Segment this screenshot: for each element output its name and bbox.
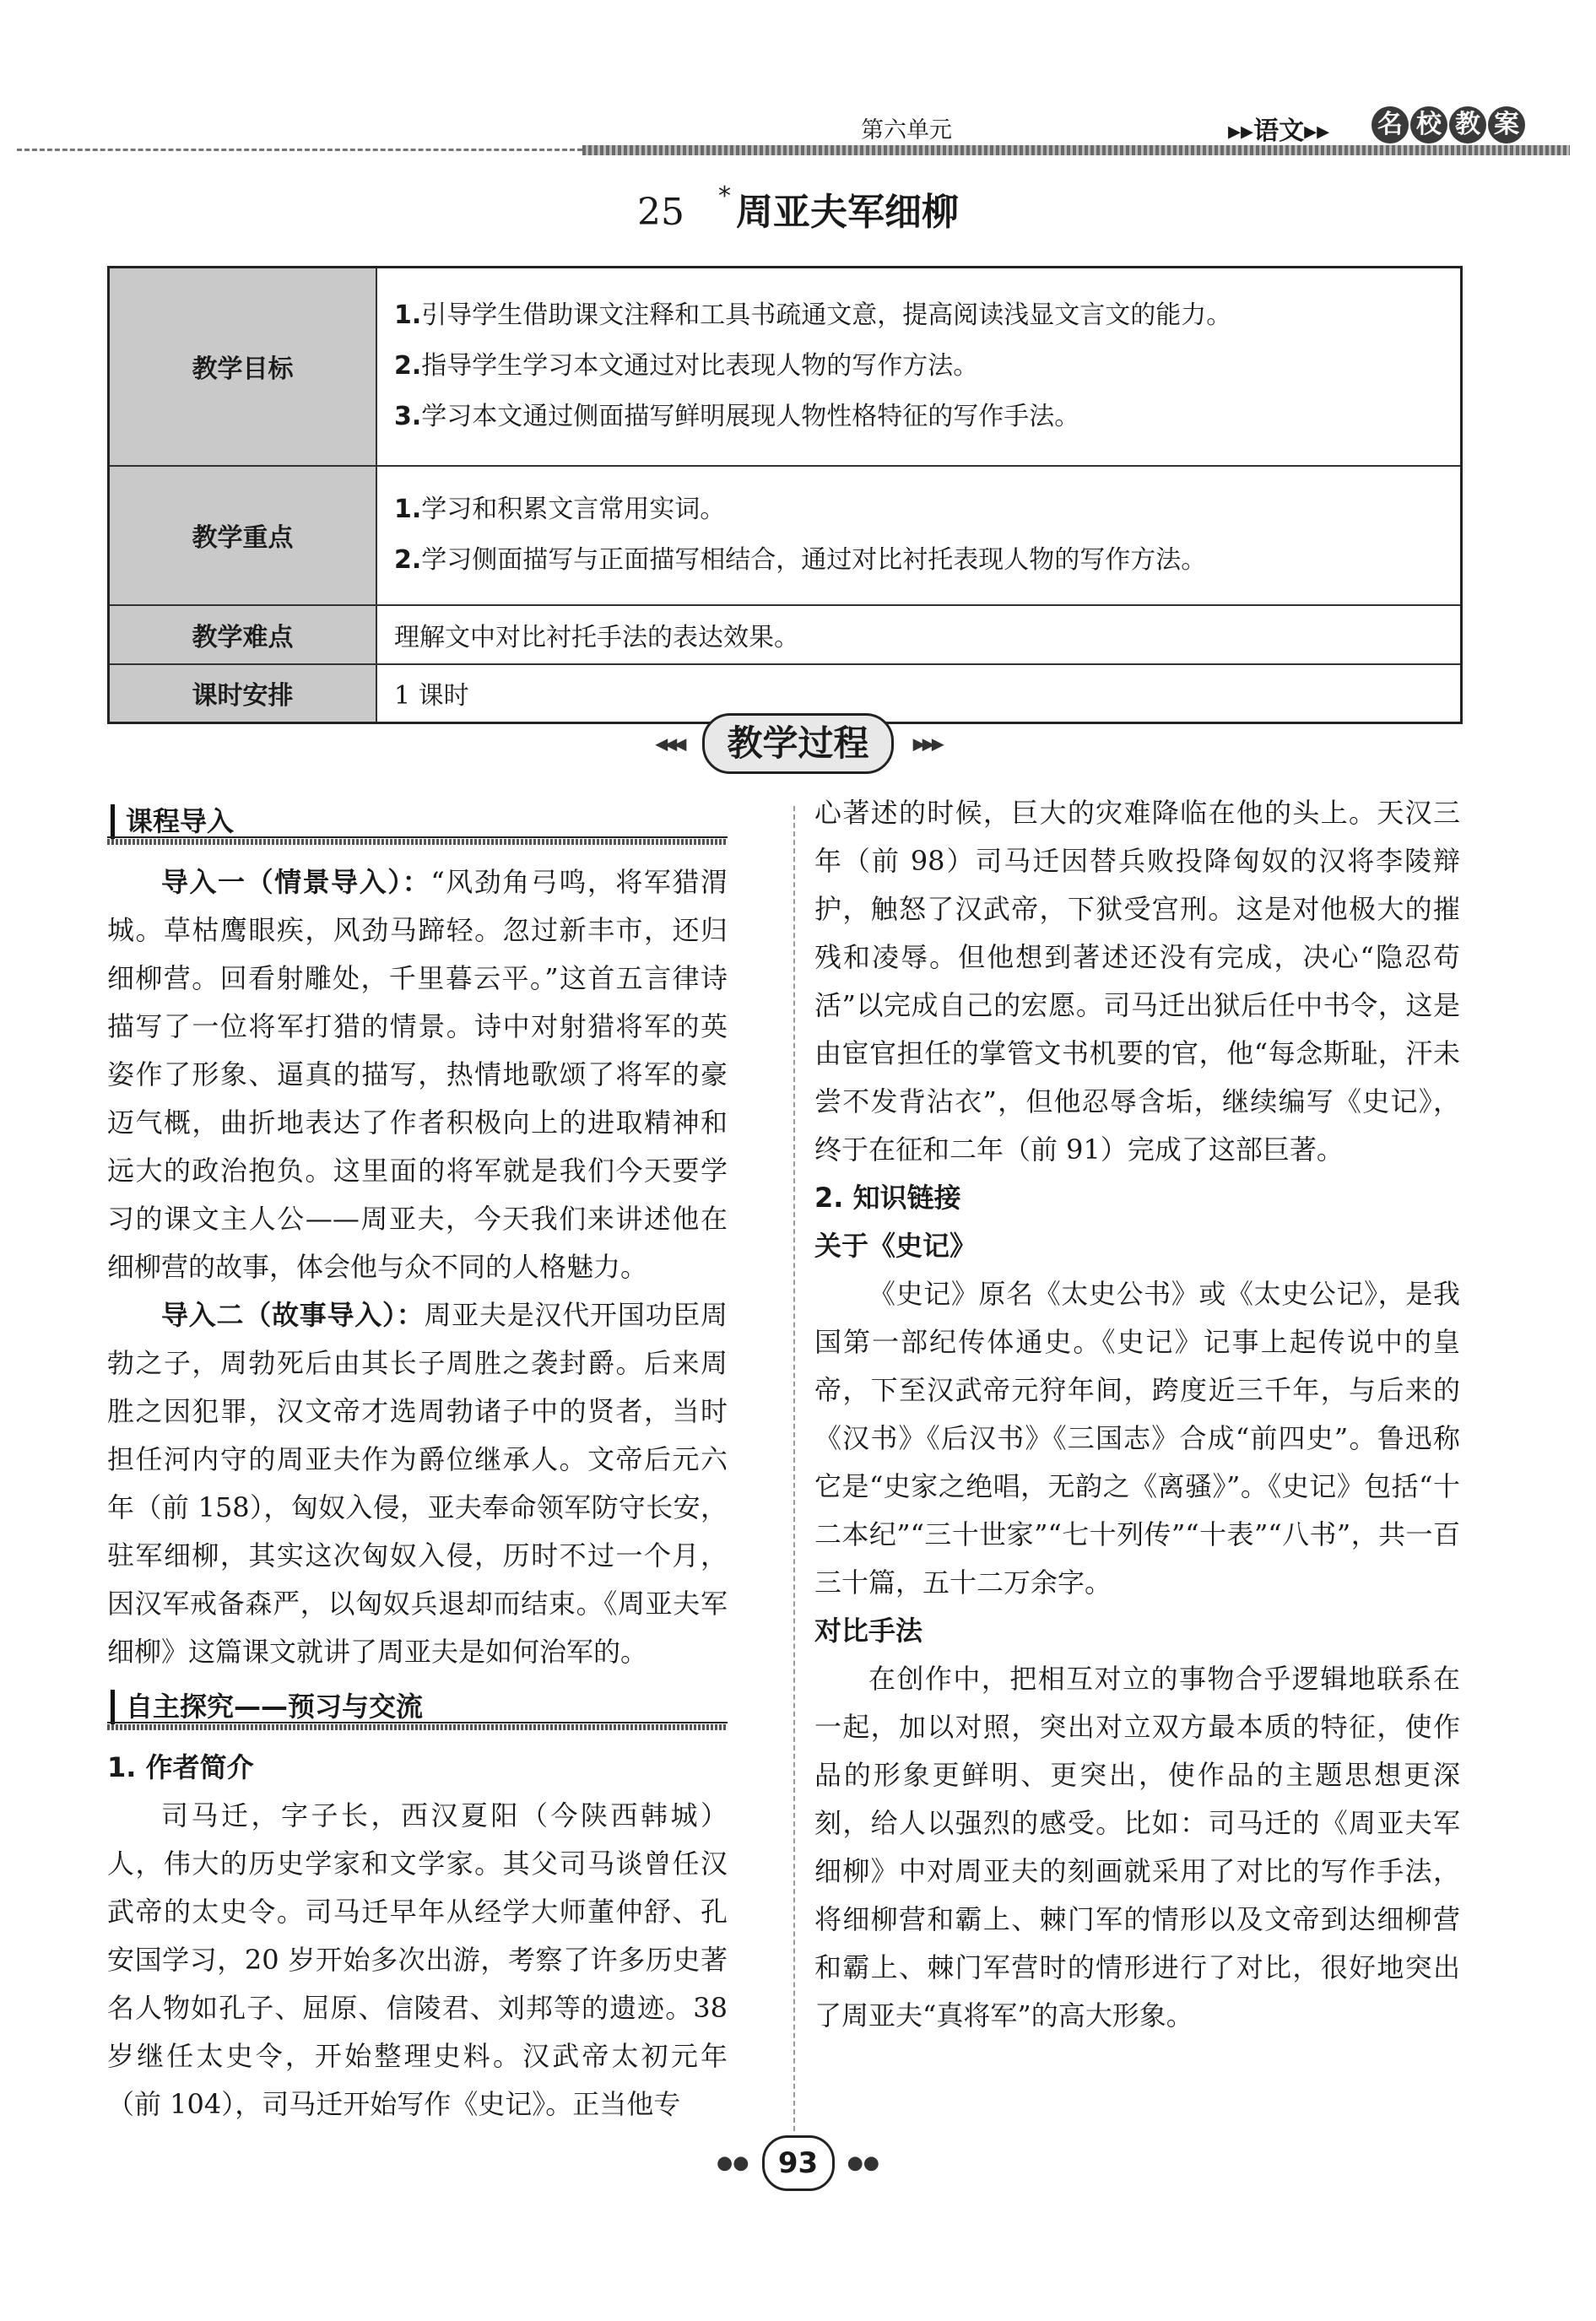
section-heading: 课程导入 [107, 798, 728, 845]
goals-cell [376, 268, 1462, 466]
key-points-cell [376, 466, 1462, 605]
author-paragraph: 司马迁，字子长，西汉夏阳（今陕西韩城）人，伟大的历史学家和文学家。其父司马谈曾任汉武帝的太史令。司马迁早年从经学大师董仲舒、孔安国学习，20 岁开始多次出游，考察了许多历史著名人物如孔子、屈原、信陵君、刘邦等的遗迹。38 岁继任太史令，开始整理史料。汉武帝太初元年（前 104），司马迁开始写作《史记》。正当他专 [107, 1799, 728, 2120]
process-title: 教学过程 [702, 713, 893, 774]
section-heading: 自主探究——预习与交流 [107, 1683, 728, 1730]
difficulty-cell: 理解文中对比衬托手法的表达效果。 [376, 605, 1462, 664]
lesson-title-text: 周亚夫军细柳 [736, 191, 959, 234]
lesson-title [0, 181, 1596, 235]
intro-two: 导入二（故事导入）：周亚夫是汉代开国功臣周勃之子，周勃死后由其长子周胜之袭封爵。后来周胜之因犯罪，汉文帝才选周勃诸子中的贤者，当时担任河内守的周亚夫作为爵位继承人。文帝后元六年（前 158），匈奴入侵，亚夫奉命领军防守长安，驻军细柳，其实这次匈奴入侵，历时不过一个月，因汉军戒备森严，以匈奴兵退却而结束。《周亚夫军细柳》这篇课文就讲了周亚夫是如何治军的。 [107, 1299, 728, 1668]
teaching-plan-table [107, 266, 1463, 724]
right-arrows-icon: ▸▸▸ [912, 728, 941, 759]
header-texture-bar [582, 145, 1570, 155]
hours-label: 课时安排 [109, 664, 377, 723]
goal-item: 3.学习本文通过侧面描写鲜明展现人物性格特征的写作手法。 [394, 402, 1080, 432]
hours-cell: 1 课时 [376, 664, 1462, 723]
author-paragraph-cont: 心著述的时候，巨大的灾难降临在他的头上。天汉三年（前 98）司马迁因替兵败投降匈奴的汉将李陵辩护，触怒了汉武帝，下狱受宫刑。这是对他极大的摧残和凌辱。但他想到著述还没有完成，决心“隐忍苟活”以完成自己的宏愿。司马迁出狱后任中书令，这是由宦官担任的掌管文书机要的官，他“每念斯耻，汗未尝不发背沾衣”，但他忍辱含垢，继续编写《史记》，终于在征和二年（前 91）完成了这部巨著。 [814, 797, 1460, 1166]
dots-left-icon: ●● [717, 2152, 749, 2174]
logo-char: 案 [1488, 106, 1525, 143]
subject-label: ▸▸语文▸▸ [1228, 116, 1330, 146]
running-header [17, 101, 1570, 160]
contrast-paragraph: 在创作中，把相互对立的事物合乎逻辑地联系在一起，加以对照，突出对立双方最本质的特征，使作品的形象更鲜明、更突出，使作品的主题思想更深刻，给人以强烈的感受。比如：司马迁的《周亚夫军细柳》中对周亚夫的刻画就采用了对比的写作手法，将细柳营和霸上、棘门军的情形以及文帝到达细柳营和霸上、棘门军营时的情形进行了对比，很好地突出了周亚夫“真将军”的高大形象。 [814, 1663, 1460, 2032]
subheading-knowledge: 2. 知识链接 [814, 1182, 961, 1214]
goal-item: 1.引导学生借助课文注释和工具书疏通文意，提高阅读浅显文言文的能力。 [394, 300, 1232, 331]
key-item: 2.学习侧面描写与正面描写相结合，通过对比衬托表现人物的写作方法。 [394, 545, 1207, 575]
heading-bar-icon [111, 804, 115, 840]
lesson-number: 25 [637, 191, 684, 234]
page-number: 93 [762, 2135, 835, 2191]
column-divider [793, 806, 795, 2131]
heading-bar-icon [111, 1690, 115, 1725]
dots-right-icon: ●● [847, 2152, 879, 2174]
unit-label: 第六单元 [861, 117, 952, 143]
header-dashed-rule [17, 149, 582, 151]
left-arrows-icon: ◂◂◂ [655, 728, 684, 759]
subheading-author: 1. 作者简介 [107, 1751, 254, 1783]
left-column [107, 798, 728, 2129]
process-banner [0, 713, 1596, 774]
self-study-star: * [718, 181, 731, 211]
logo-char: 名 [1371, 106, 1409, 143]
goal-item: 2.指导学生学习本文通过对比表现人物的写作方法。 [394, 351, 979, 381]
goals-label: 教学目标 [109, 268, 377, 466]
key-item: 1.学习和积累文言常用实词。 [394, 495, 726, 524]
difficulty-label: 教学难点 [109, 605, 377, 664]
series-logo [1371, 106, 1525, 143]
intro-one: 导入一（情景导入）：“风劲角弓鸣，将军猎渭城。草枯鹰眼疾，风劲马蹄轻。忽过新丰市，还归细柳营。回看射雕处，千里暮云平。”这首五言律诗描写了一位将军打猎的情景。诗中对射猎将军的英姿作了形象、逼真的描写，热情地歌颂了将军的豪迈气概，曲折地表达了作者积极向上的进取精神和远大的政治抱负。这里面的将军就是我们今天要学习的课文主人公——周亚夫，今天我们来讲述他在细柳营的故事，体会他与众不同的人格魅力。 [107, 866, 728, 1283]
logo-char: 校 [1410, 106, 1447, 143]
heading-shiji: 关于《史记》 [814, 1230, 977, 1262]
page-number-footer [0, 2135, 1596, 2191]
key-points-label: 教学重点 [109, 466, 377, 605]
right-column [814, 789, 1460, 2040]
shiji-paragraph: 《史记》原名《太史公书》或《太史公记》，是我国第一部纪传体通史。《史记》记事上起传说中的皇帝，下至汉武帝元狩年间，跨度近三千年，与后来的《汉书》《后汉书》《三国志》合成“前四史”。鲁迅称它是“史家之绝唱，无韵之《离骚》”。《史记》包括“十二本纪”“三十世家”“七十列传”“十表”“八书”，共一百三十篇，五十二万余字。 [814, 1278, 1460, 1599]
logo-char: 教 [1449, 106, 1486, 143]
heading-contrast: 对比手法 [814, 1615, 923, 1647]
